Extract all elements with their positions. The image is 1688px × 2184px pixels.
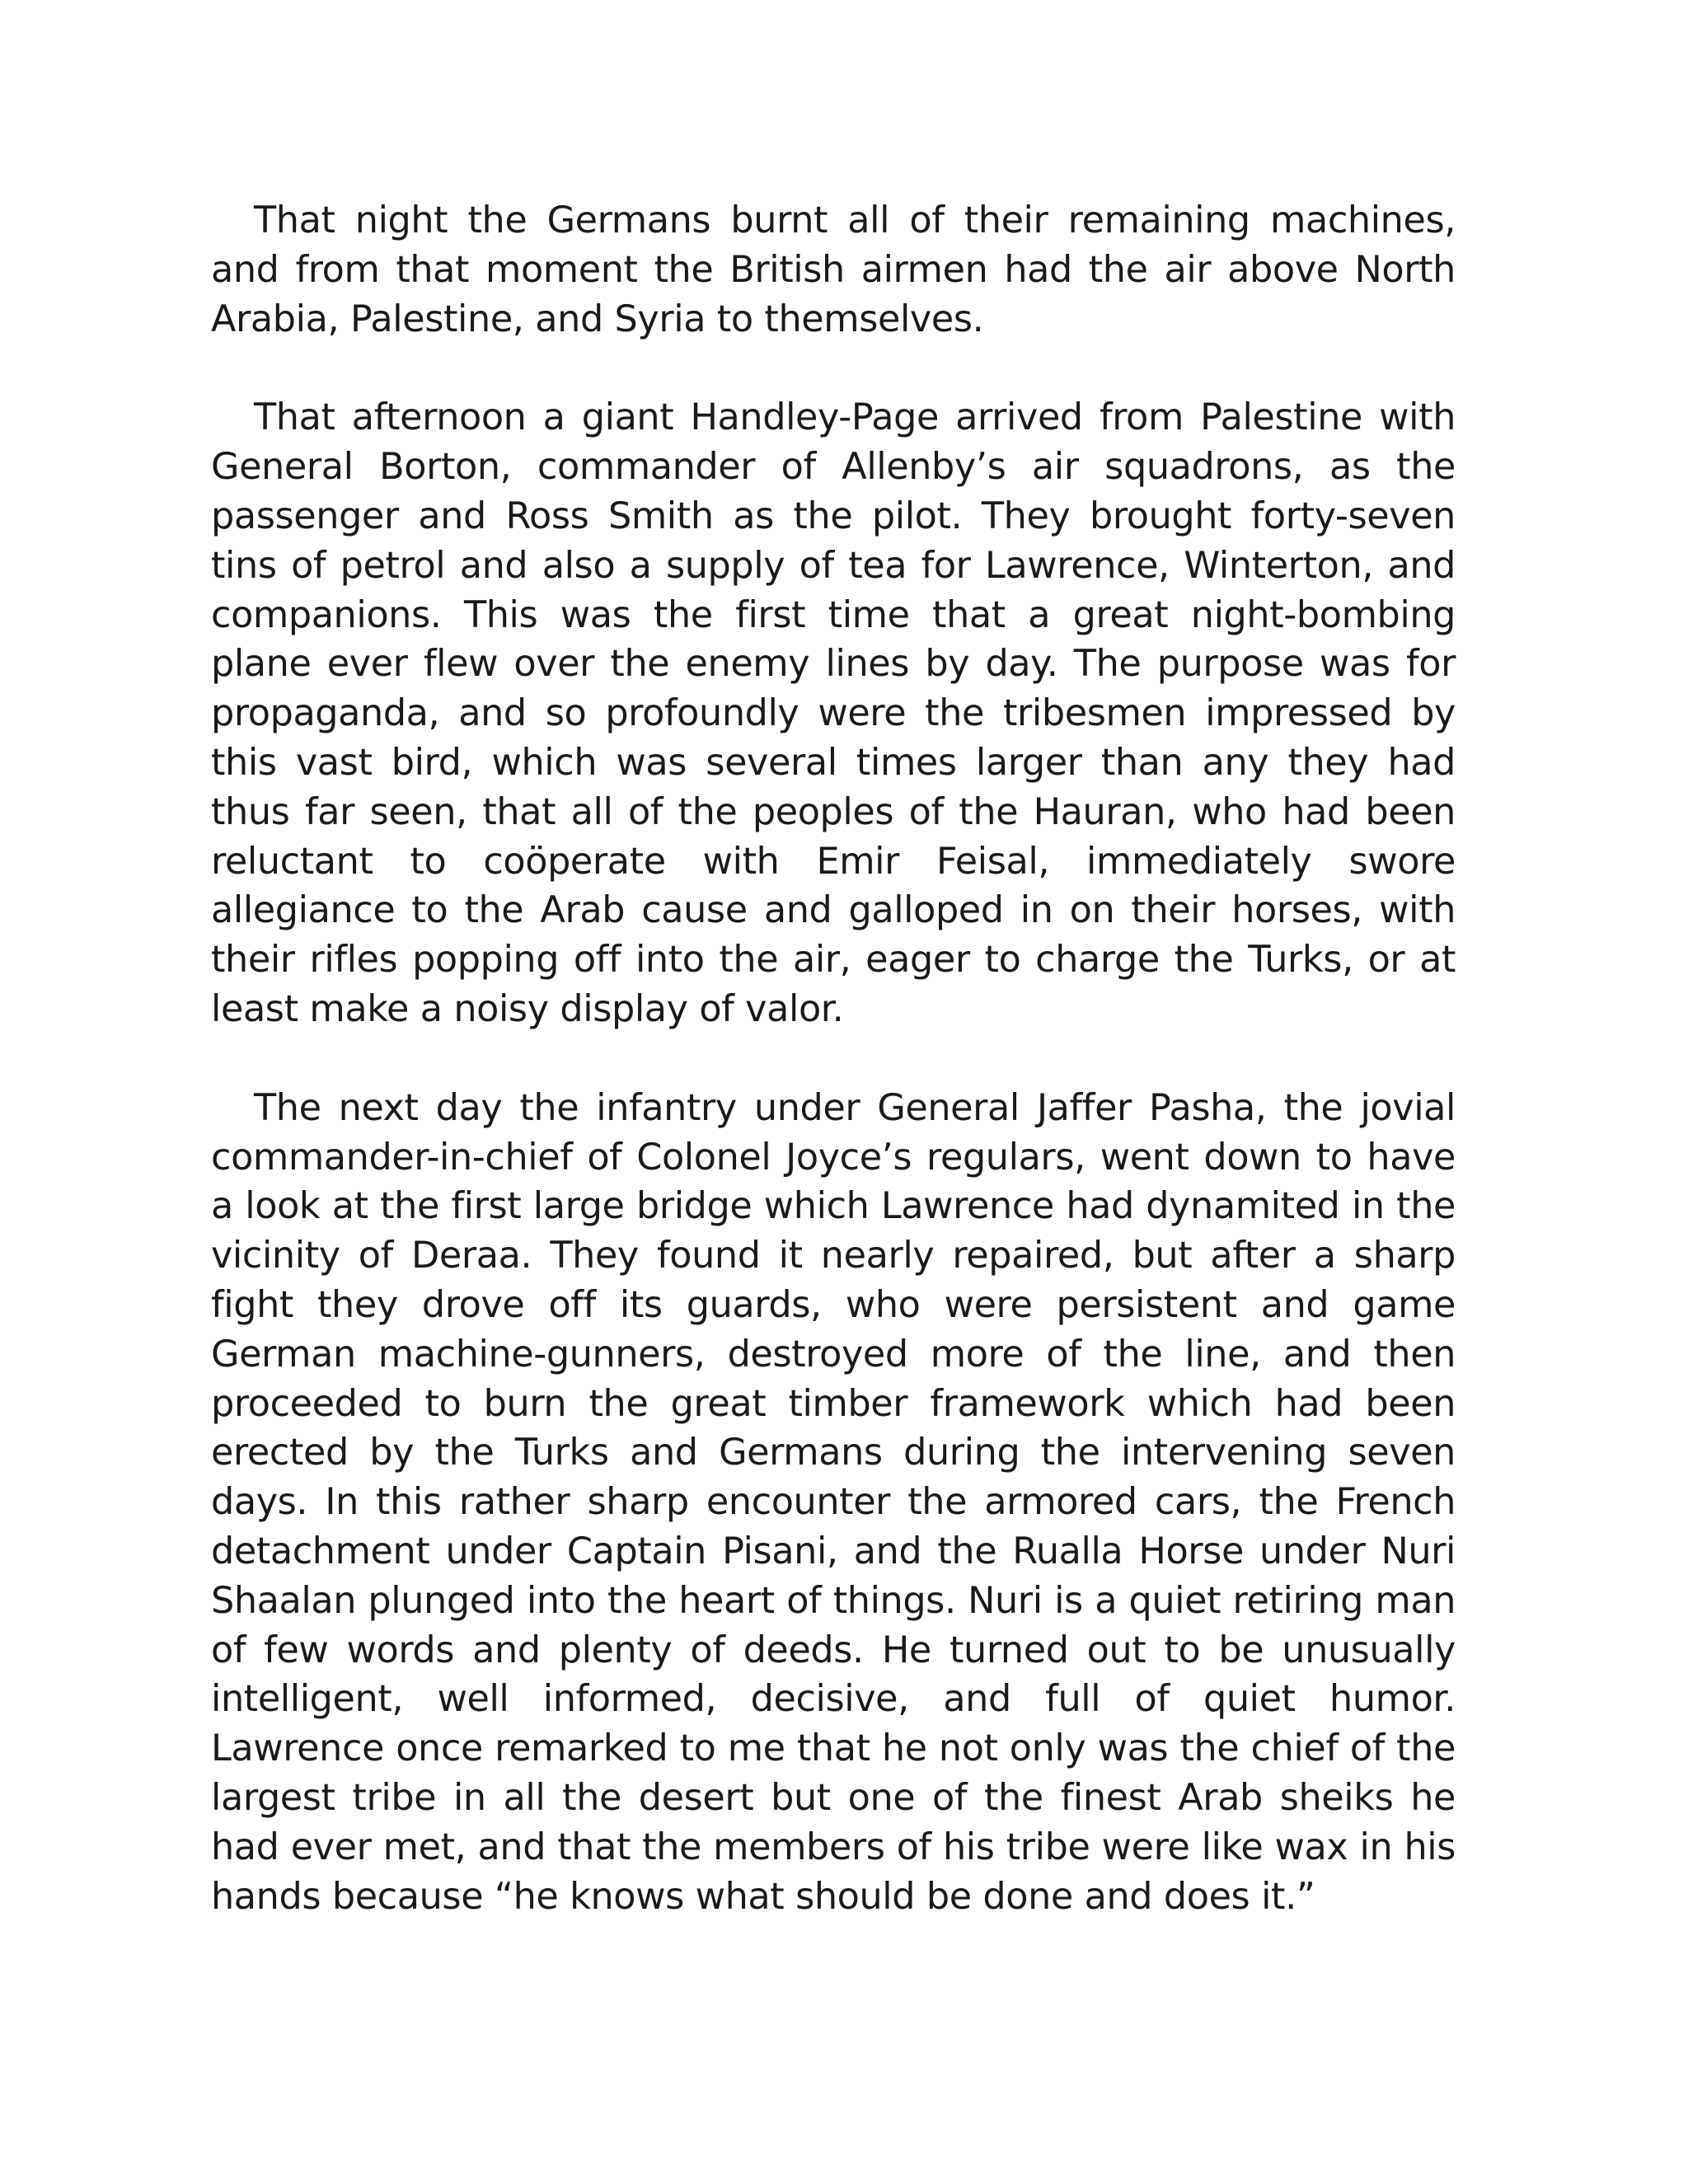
body-text <box>211 196 1456 1921</box>
paragraph-german-machines-burnt: That night the Germans burnt all of their remaining machines, and from that moment the British airmen had the air above North Arabia, Palestine, and Syria to themselves. <box>211 199 1456 340</box>
paragraph-handley-page-arrival: That afternoon a giant Handley-Page arrived from Palestine with General Borton, commander of Allenby’s air squadrons, as the passenger and Ross Smith as the pilot. They brought forty-seven tins of petrol and also a supply of tea for Lawrence, Winterton, and companions. This was the first time that a great night-bombing plane ever flew over the enemy lines by day. The purpose was for propaganda, and so profoundly were the tribesmen impressed by this vast bird, which was several times larger than any they had thus far seen, that all of the peoples of the Hauran, who had been reluctant to coöperate with Emir Feisal, immediately swore allegiance to the Arab cause and galloped in on their horses, with their rifles popping off into the air, eager to charge the Turks, or at least make a noisy display of valor. <box>211 396 1456 1030</box>
paragraph-jaffer-pasha-bridge: The next day the infantry under General Jaffer Pasha, the jovial commander-in-chief of Colonel Joyce’s regulars, went down to have a look at the first large bridge which Lawrence had dynamited in the vicinity of Deraa. They found it nearly repaired, but after a sharp fight they drove off its guards, who were persistent and game German machine-gunners, destroyed more of the line, and then proceeded to burn the great timber framework which had been erected by the Turks and Germans during the intervening seven days. In this rather sharp encounter the armored cars, the French detachment under Captain Pisani, and the Rualla Horse under Nuri Shaalan plunged into the heart of things. Nuri is a quiet retiring man of few words and plenty of deeds. He turned out to be unusually intelligent, well informed, decisive, and full of quiet humor. Lawrence once remarked to me that he not only was the chief of the largest tribe in all the desert but one of the finest Arab sheiks he had ever met, and that the members of his tribe were like wax in his hands because “he knows what should be done and does it.” <box>211 1086 1456 1918</box>
